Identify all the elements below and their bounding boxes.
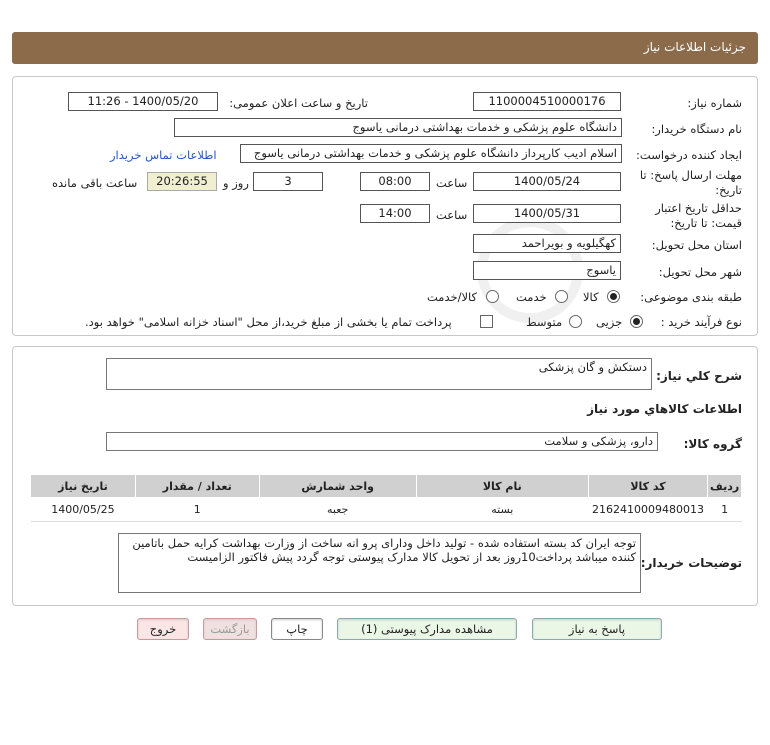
need-number-label: شماره نیاز: <box>687 96 742 110</box>
exit-button[interactable]: خروج <box>137 618 189 640</box>
validity-time-field: 14:00 <box>360 204 430 223</box>
city-label: شهر محل تحویل: <box>658 265 742 279</box>
summary-label: شرح کلي نیاز: <box>656 369 742 383</box>
group-field: دارو، پزشکی و سلامت <box>106 432 658 451</box>
cell-quantity: 1 <box>135 498 259 522</box>
category-option-both: کالا/خدمت <box>427 290 478 304</box>
header-need-date: تاریخ نیاز <box>31 475 136 498</box>
category-radio-both[interactable] <box>486 290 499 303</box>
buyer-notes-label: توضیحات خریدار: <box>640 556 742 570</box>
deadline-label-1: مهلت ارسال پاسخ: تا <box>639 168 742 182</box>
contact-buyer-link[interactable]: اطلاعات تماس خریدار <box>110 148 217 162</box>
buyer-label: نام دستگاه خریدار: <box>651 122 742 136</box>
process-label: نوع فرآیند خرید : <box>660 315 742 329</box>
header-unit: واحد شمارش <box>259 475 416 498</box>
validity-time-label: ساعت <box>436 208 468 222</box>
goods-table <box>30 474 742 522</box>
process-option-medium: متوسط <box>526 315 563 329</box>
category-option-service: خدمت <box>516 290 547 304</box>
city-field: یاسوج <box>473 261 621 280</box>
validity-date-field: 1400/05/31 <box>473 204 621 223</box>
deadline-date-field: 1400/05/24 <box>473 172 621 191</box>
table-header-row <box>31 475 742 498</box>
cell-goods-name: بسته <box>416 498 588 522</box>
need-number-field: 1100004510000176 <box>473 92 621 111</box>
header-row-number: ردیف <box>708 475 742 498</box>
page-title: جزئیات اطلاعات نیاز <box>643 40 746 54</box>
category-label: طبقه بندی موضوعی: <box>640 290 742 304</box>
goods-info-title: اطلاعات کالاهاي مورد نیاز <box>587 402 742 416</box>
cell-goods-code: 2162410009480013 <box>588 498 707 522</box>
respond-button[interactable]: پاسخ به نیاز <box>532 618 662 640</box>
process-option-minor: جزیی <box>596 315 623 329</box>
summary-field: دستکش و گان پزشکی <box>106 358 652 390</box>
cell-unit: جعبه <box>259 498 416 522</box>
treasury-payment-checkbox[interactable] <box>480 315 493 328</box>
table-row <box>31 498 742 522</box>
header-goods-code: کد کالا <box>588 475 707 498</box>
deadline-time-label: ساعت <box>436 176 468 190</box>
remaining-time-field: 20:26:55 <box>147 172 217 191</box>
header-quantity: تعداد / مقدار <box>135 475 259 498</box>
province-field: کهگیلویه و بویراحمد <box>473 234 621 253</box>
days-label: روز و <box>223 176 249 190</box>
province-label: استان محل تحویل: <box>651 238 742 252</box>
buyer-notes-field: توجه ایران کد بسته استفاده شده - تولید داخل ودارای پرو انه ساخت از وزارت بهداشت کرایه حمل باتامین کننده میباشد پرداخت10روز بعد از تحویل کالا مدارک پیوستی توجه گردد پیش فاکتور الزامیست <box>118 533 641 593</box>
validity-label-1: حداقل تاریخ اعتبار <box>655 201 742 215</box>
deadline-time-field: 08:00 <box>360 172 430 191</box>
header-goods-name: نام کالا <box>416 475 588 498</box>
creator-field: اسلام ادیب کارپرداز دانشگاه علوم پزشکی و خدمات بهداشتی درمانی یاسوج <box>240 144 622 163</box>
deadline-label-2: تاریخ: <box>715 183 742 197</box>
process-radio-minor[interactable] <box>630 315 643 328</box>
cell-row-number: 1 <box>708 498 742 522</box>
view-attachments-button[interactable]: مشاهده مدارک پیوستی (1) <box>337 618 517 640</box>
page-header <box>12 32 758 64</box>
remaining-label: ساعت باقی مانده <box>52 176 138 190</box>
category-option-goods: کالا <box>583 290 599 304</box>
creator-label: ایجاد کننده درخواست: <box>636 148 742 162</box>
category-radio-goods[interactable] <box>607 290 620 303</box>
process-radio-medium[interactable] <box>569 315 582 328</box>
back-button[interactable]: بازگشت <box>203 618 257 640</box>
announce-field: 1400/05/20 - 11:26 <box>68 92 218 111</box>
category-radio-service[interactable] <box>555 290 568 303</box>
announce-label: تاریخ و ساعت اعلان عمومی: <box>229 96 368 110</box>
cell-need-date: 1400/05/25 <box>31 498 136 522</box>
treasury-payment-note: پرداخت تمام یا بخشی از مبلغ خرید،از محل "اسناد خزانه اسلامی" خواهد بود. <box>85 315 452 329</box>
buyer-field: دانشگاه علوم پزشکی و خدمات بهداشتی درمانی یاسوج <box>174 118 622 137</box>
validity-label-2: قیمت: تا تاریخ: <box>670 216 742 230</box>
group-label: گروه کالا: <box>683 437 742 451</box>
days-field: 3 <box>253 172 323 191</box>
print-button[interactable]: چاپ <box>271 618 323 640</box>
